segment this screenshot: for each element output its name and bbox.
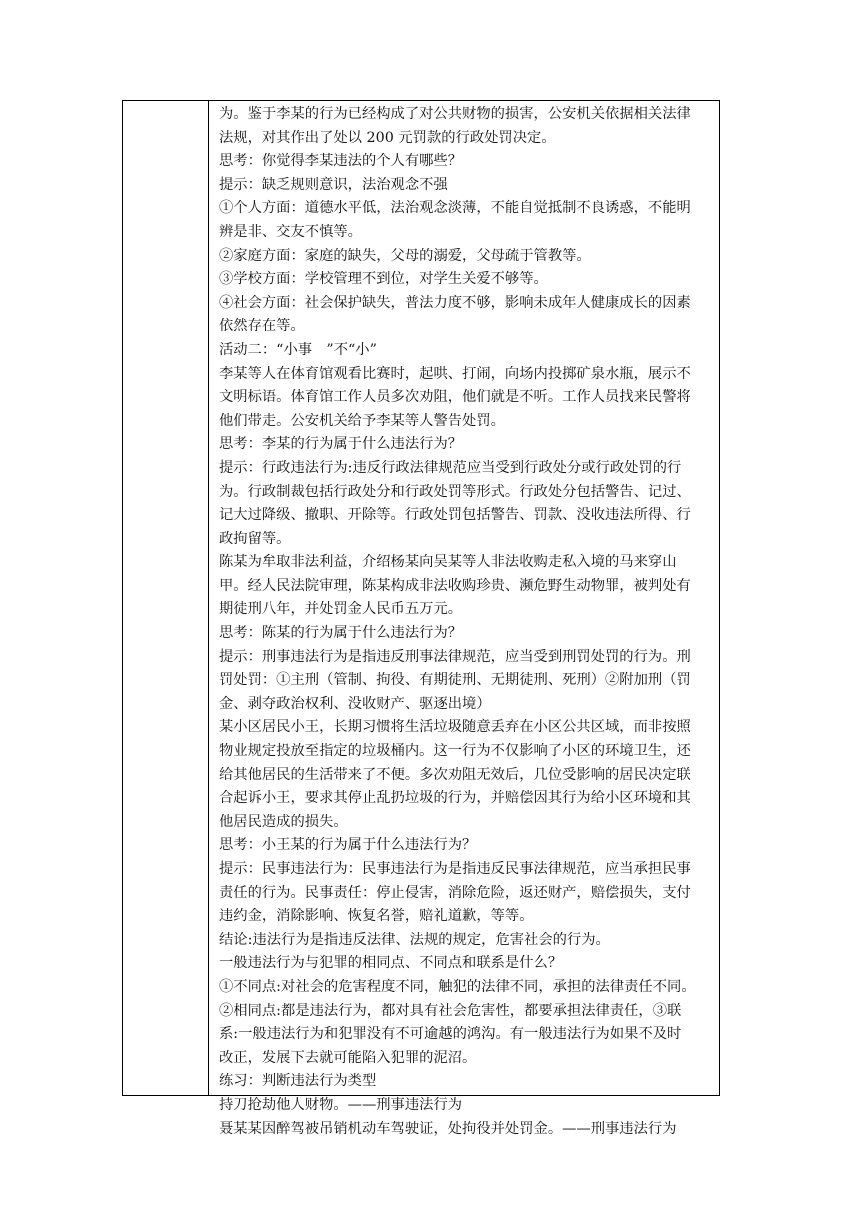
text-line: 提示：刑事违法行为是指违反刑事法律规范，应当受到刑罚处罚的行为。刑 xyxy=(219,648,691,665)
text-line: 法规，对其作出了处以 200 元罚款的行政处罚决定。 xyxy=(219,129,556,146)
left-column-cell xyxy=(123,101,209,1095)
text-line: 政拘留等。 xyxy=(219,530,291,547)
text-line: 提示：缺乏规则意识，法治观念不强 xyxy=(219,176,448,193)
text-line: 结论:违法行为是指违反法律、法规的规定，危害社会的行为。 xyxy=(219,931,610,948)
text-line: 辨是非、交友不慎等。 xyxy=(219,223,362,240)
text-line: 提示：民事违法行为：民事违法行为是指违反民事法律规范，应当承担民事 xyxy=(219,861,691,877)
text-line: 给其他居民的生活带来了不便。多次劝阻无效后，几位受影响的居民决定联 xyxy=(219,766,691,783)
text-line: 持刀抢劫他人财物。——刑事违法行为 xyxy=(219,1096,463,1113)
text-line: ③学校方面：学校管理不到位，对学生关爱不够等。 xyxy=(219,271,548,288)
content-cell xyxy=(219,103,715,1141)
text-line: ①不同点:对社会的危害程度不同，触犯的法律不同，承担的法律责任不同。 xyxy=(219,978,696,995)
text-line: 违约金，消除影响、恢复名誉，赔礼道歉，等等。 xyxy=(219,908,534,925)
text-line: 记大过降级、撤职、开除等。行政处罚包括警告、罚款、没收违法所得、行 xyxy=(219,507,691,524)
text-line: 合起诉小王，要求其停止乱扔垃圾的行为，并赔偿因其行为给小区环境和其 xyxy=(219,790,691,807)
text-line: 物业规定投放至指定的垃圾桶内。这一行为不仅影响了小区的环境卫生，还 xyxy=(219,743,691,760)
text-line: ④社会方面：社会保护缺失，普法力度不够，影响未成年人健康成长的因素 xyxy=(219,294,691,311)
text-line: 陈某为牟取非法利益，介绍杨某向吴某等人非法收购走私入境的马来穿山 xyxy=(219,554,677,571)
text-line: 依然存在等。 xyxy=(219,318,305,335)
text-line: ①个人方面：道德水平低，法治观念淡薄，不能自觉抵制不良诱惑，不能明 xyxy=(219,200,691,217)
text-line: 思考：李某的行为属于什么违法行为？ xyxy=(219,436,463,453)
lesson-table xyxy=(122,100,720,1137)
text-line: 罚处罚：①主刑（管制、拘役、有期徒刑、无期徒刑、死刑）②附加刑（罚 xyxy=(219,672,691,689)
text-line: 他们带走。公安机关给予李某等人警告处罚。 xyxy=(219,412,505,429)
text-line: 责任的行为。民事责任：停止侵害，消除危险，返还财产，赔偿损失，支付 xyxy=(219,884,691,901)
text-line: 李某等人在体育馆观看比赛时，起哄、打闹，向场内投掷矿泉水瓶，展示不 xyxy=(219,365,691,382)
text-line: 练习：判断违法行为类型 xyxy=(219,1073,377,1090)
text-line: 文明标语。体育馆工作人员多次劝阻，他们就是不听。工作人员找来民警将 xyxy=(219,389,691,406)
text-line: ②家庭方面：家庭的缺失，父母的溺爱，父母疏于管教等。 xyxy=(219,247,591,264)
text-line: 提示：行政违法行为:违反行政法律规范应当受到行政处分或行政处罚的行 xyxy=(219,459,682,476)
text-line: 思考：小王某的行为属于什么违法行为？ xyxy=(219,837,477,854)
text-line: 为。行政制裁包括行政处分和行政处罚等形式。行政处分包括警告、记过、 xyxy=(219,483,691,500)
text-line: 期徒刑八年，并处罚金人民币五万元。 xyxy=(219,601,463,618)
text-line: ②相同点:都是违法行为，都对具有社会危害性，都要承担法律责任，③联 xyxy=(219,1002,682,1019)
text-line: 某小区居民小王，长期习惯将生活垃圾随意丢弃在小区公共区域，而非按照 xyxy=(219,719,691,736)
text-line: 改正，发展下去就可能陷入犯罪的泥沼。 xyxy=(219,1049,477,1066)
text-line: 聂某某因醉驾被吊销机动车驾驶证，处拘役并处罚金。——刑事违法行为 xyxy=(219,1120,677,1137)
text-line: 思考：陈某的行为属于什么违法行为？ xyxy=(219,625,463,642)
text-line: 活动二：“小事 ”不“小” xyxy=(219,341,377,358)
text-line: 为。鉴于李某的行为已经构成了对公共财物的损害，公安机关依据相关法律 xyxy=(219,106,691,122)
text-line: 一般违法行为与犯罪的相同点、不同点和联系是什么？ xyxy=(219,955,563,972)
text-line: 系:一般违法行为和犯罪没有不可逾越的鸿沟。有一般违法行为如果不及时 xyxy=(219,1026,682,1043)
text-line: 思考：你觉得李某违法的个人有哪些？ xyxy=(219,153,463,170)
text-line: 他居民造成的损失。 xyxy=(219,813,348,830)
text-line: 甲。经人民法院审理，陈某构成非法收购珍贵、濒危野生动物罪，被判处有 xyxy=(219,577,691,594)
text-line: 金、剥夺政治权利、没收财产、驱逐出境） xyxy=(219,695,491,712)
